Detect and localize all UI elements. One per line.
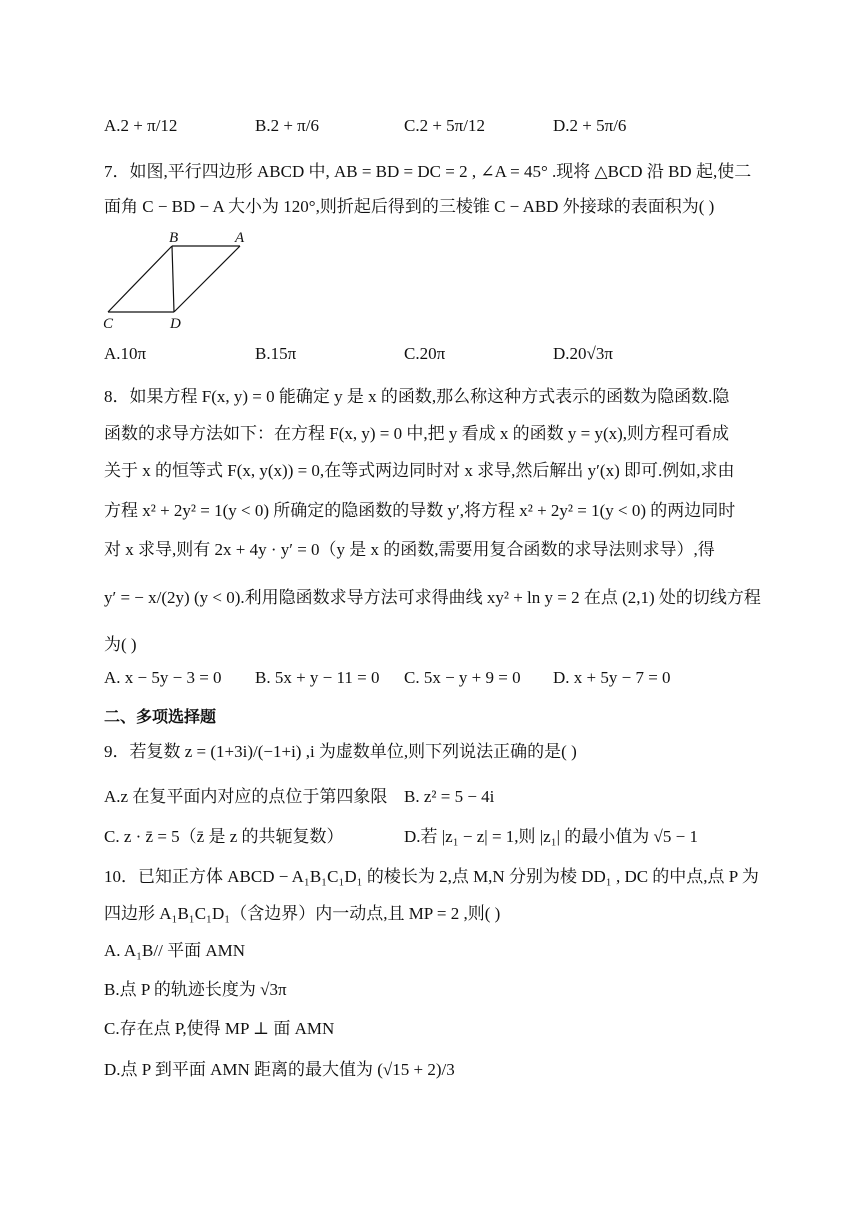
q6-option-a: A.2 + π/12 <box>104 116 178 135</box>
q7-option-b: B.15π <box>255 344 297 363</box>
parallelogram-figure <box>100 228 260 332</box>
q8-stem-line1: 8．如果方程 F(x, y) = 0 能确定 y 是 x 的函数,那么称这种方式表示的函数为隐函数.隐 <box>104 387 730 406</box>
q8-stem-line3: 关于 x 的恒等式 F(x, y(x)) = 0,在等式两边同时对 x 求导,然后解出 y′(x) 即可.例如,求由 <box>104 461 735 480</box>
q8-stem-line5: 对 x 求导,则有 2x + 4y · y′ = 0（y 是 x 的函数,需要用复合函数的求导法则求导）,得 <box>104 540 715 559</box>
section-heading: 二、多项选择题 <box>104 707 217 726</box>
q10-stem-line2: 四边形 A₁B₁C₁D₁（含边界）内一动点,且 MP = 2 ,则( ) <box>104 904 501 923</box>
figure-label-a: A <box>235 230 245 246</box>
figure-label-b: B <box>169 230 179 246</box>
q8-stem-line2: 函数的求导方法如下：在方程 F(x, y) = 0 中,把 y 看成 x 的函数 y = y(x),则方程可看成 <box>104 424 730 443</box>
q8-option-c: C. 5x − y + 9 = 0 <box>404 668 521 687</box>
q8-option-d: D. x + 5y − 7 = 0 <box>553 668 671 687</box>
q6-option-b: B.2 + π/6 <box>255 116 319 135</box>
q10-option-b: B.点 P 的轨迹长度为 √3π <box>104 980 287 999</box>
q8-stem-line6: y′ = − x/(2y) (y < 0).利用隐函数求导方法可求得曲线 xy² + ln y = 2 在点 (2,1) 处的切线方程 <box>104 588 761 607</box>
q8-option-b: B. 5x + y − 11 = 0 <box>255 668 380 687</box>
q6-option-d: D.2 + 5π/6 <box>553 116 627 135</box>
figure-label-d: D <box>170 316 181 332</box>
q8-option-a: A. x − 5y − 3 = 0 <box>104 668 222 687</box>
q10-option-c: C.存在点 P,使得 MP ⊥ 面 AMN <box>104 1019 335 1038</box>
figure-label-c: C <box>103 316 114 332</box>
q6-option-c: C.2 + 5π/12 <box>404 116 485 135</box>
q8-stem-line4: 方程 x² + 2y² = 1(y < 0) 所确定的隐函数的导数 y′,将方程 x² + 2y² = 1(y < 0) 的两边同时 <box>104 501 736 520</box>
q9-option-b: B. z² = 5 − 4i <box>404 787 495 806</box>
q7-option-d: D.20√3π <box>553 344 613 363</box>
q7-option-c: C.20π <box>404 344 446 363</box>
q9-stem: 9．若复数 z = (1+3i)/(−1+i) ,i 为虚数单位,则下列说法正确的是( ) <box>104 742 577 761</box>
q7-stem-line2: 面角 C − BD − A 大小为 120°,则折起后得到的三棱锥 C − ABD 外接球的表面积为( ) <box>104 197 715 216</box>
q10-option-d: D.点 P 到平面 AMN 距离的最大值为 (√15 + 2)/3 <box>104 1060 455 1079</box>
q9-option-d: D.若 |z₁ − z| = 1,则 |z₁| 的最小值为 √5 − 1 <box>404 827 698 846</box>
q7-stem-line1: 7．如图,平行四边形 ABCD 中, AB = BD = DC = 2 , ∠A = 45° .现将 △BCD 沿 BD 起,使二 <box>104 162 752 181</box>
q9-option-c: C. z · z̄ = 5（z̄ 是 z 的共轭复数） <box>104 827 344 846</box>
q9-option-a: A.z 在复平面内对应的点位于第四象限 <box>104 787 388 806</box>
q10-stem-line1: 10．已知正方体 ABCD − A₁B₁C₁D₁ 的棱长为 2,点 M,N 分别为棱 DD₁ , DC 的中点,点 P 为 <box>104 867 759 886</box>
q8-stem-line7: 为( ) <box>104 635 137 654</box>
q10-option-a: A. A₁B// 平面 AMN <box>104 941 245 960</box>
q7-option-a: A.10π <box>104 344 147 363</box>
